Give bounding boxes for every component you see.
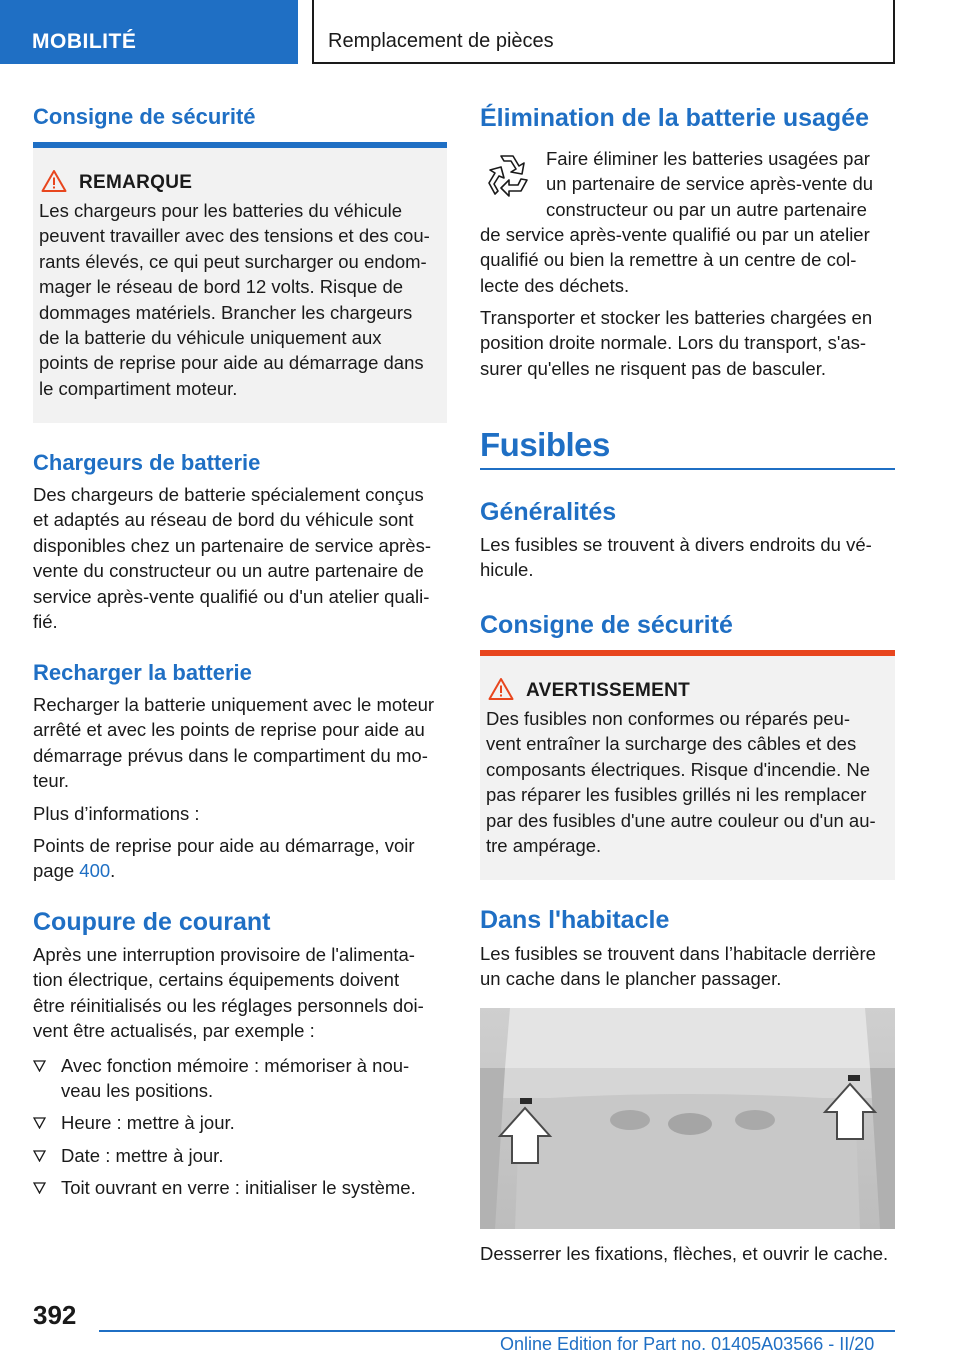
notice-line: mager le réseau de bord 12 volts. Risque de	[39, 276, 404, 298]
notice-line: dommages matériels. Brancher les chargeurs	[39, 301, 413, 323]
warning-line: pas réparer les fusibles grillés ni les remplacer	[486, 784, 867, 806]
cabin-paragraph	[480, 941, 895, 992]
text-line: vent être actualisés, par exemple :	[33, 1020, 315, 1042]
edition-footer: Online Edition for Part no. 01405A03566 - II/20	[500, 1334, 875, 1354]
text-line: Points de reprise pour aide au démarrage, voir	[33, 835, 415, 856]
notice-line: le compartiment moteur.	[39, 377, 238, 399]
triangle-bullet-icon	[33, 1117, 46, 1129]
warning-line: tre ampérage.	[486, 835, 602, 857]
text-line: hicule.	[480, 559, 534, 581]
bullet-text	[61, 1053, 446, 1104]
reference-paragraph	[33, 833, 447, 884]
footer-rule	[99, 1330, 895, 1332]
text-line: Faire éliminer les batteries usagées par	[546, 148, 870, 169]
chargers-heading: Chargeurs de batterie	[33, 450, 261, 475]
recycle-icon	[481, 150, 533, 202]
bullet-text: Heure : mettre à jour.	[61, 1112, 235, 1133]
transport-paragraph	[480, 305, 895, 381]
notice-title: REMARQUE	[79, 172, 193, 193]
text-line: fié.	[33, 611, 58, 633]
warning-box	[480, 650, 895, 880]
page-number: 392	[33, 1300, 77, 1330]
disposal-paragraph	[480, 222, 895, 298]
triangle-bullet-icon	[33, 1150, 46, 1162]
warning-line: par des fusibles d'une autre couleur ou d'un au‐	[486, 809, 876, 831]
text-line: et adaptés au réseau de bord du véhicule sont	[33, 509, 414, 531]
text-line: Transporter et stocker les batteries chargées en	[480, 307, 873, 328]
text-line: arrêté et avec les points de reprise pour aide au	[33, 719, 425, 741]
text-line: Les fusibles se trouvent dans l’habitacle derrière	[480, 943, 876, 964]
chargers-paragraph	[33, 482, 447, 634]
warning-triangle-icon	[41, 169, 67, 193]
cabin-heading: Dans l'habitacle	[480, 906, 670, 934]
text-line: constructeur ou par un autre partenaire	[546, 198, 867, 220]
power-heading: Coupure de courant	[33, 908, 271, 936]
notice-line: points de reprise pour aide au démarrage dans	[39, 352, 424, 374]
disposal-indented	[546, 146, 895, 222]
text-line: vente du constructeur ou un autre partenaire de	[33, 560, 424, 582]
notice-body	[39, 198, 441, 401]
text-line: démarrage prévus dans le compartiment du mo‐	[33, 744, 428, 766]
fuses-rule	[480, 468, 895, 470]
triangle-bullet-icon	[33, 1060, 46, 1072]
power-paragraph	[33, 942, 447, 1044]
text-line: lecte des déchets.	[480, 274, 630, 296]
general-paragraph	[480, 532, 895, 583]
safety-heading-left: Consigne de sécurité	[33, 104, 256, 129]
photo-caption: Desserrer les fixations, flèches, et ouvrir le cache.	[480, 1243, 889, 1264]
text-line: un cache dans le plancher passager.	[480, 968, 782, 990]
notice-line: Les chargeurs pour les batteries du véhicule	[39, 200, 403, 221]
text-line: Des chargeurs de batterie spécialement conçus	[33, 484, 424, 505]
text-line: teur.	[33, 770, 69, 792]
bullet-text: Toit ouvrant en verre : initialiser le système.	[61, 1177, 416, 1198]
text-line	[33, 858, 447, 883]
text-line: veau les positions.	[61, 1080, 214, 1102]
notice-line: rants élevés, ce qui peut surcharger ou endom‐	[39, 250, 427, 272]
section-tab	[0, 0, 298, 64]
fuses-heading: Fusibles	[480, 426, 610, 463]
text-line: qualifié ou bien la remettre à un centre de col‐	[480, 249, 857, 271]
text-line: Les fusibles se trouvent à divers endroits du vé‐	[480, 534, 872, 555]
notice-bar	[33, 142, 447, 148]
text-line: position droite normale. Lors du transport, s'as‐	[480, 332, 867, 354]
text-line: être réinitialisés ou les réglages personnels doi‐	[33, 994, 424, 1016]
more-info: Plus d’informations :	[33, 803, 200, 824]
fuse-cover-photo	[480, 1008, 895, 1229]
general-heading: Généralités	[480, 498, 617, 526]
bullet-text: Date : mettre à jour.	[61, 1145, 224, 1166]
text-line: tion électrique, certains équipements doivent	[33, 969, 400, 991]
ref-suffix: .	[110, 860, 116, 882]
chapter-header	[312, 0, 895, 64]
section-title: MOBILITÉ	[32, 30, 137, 53]
notice-line: peuvent travailler avec des tensions et des cou‐	[39, 225, 430, 247]
text-line: de service après-vente qualifié ou par un atelier	[480, 224, 870, 245]
chapter-title: Remplacement de pièces	[328, 30, 554, 52]
safety-heading-right: Consigne de sécurité	[480, 611, 733, 639]
warning-bar	[480, 650, 895, 656]
text-line: Après une interruption provisoire de l'alimenta‐	[33, 944, 415, 965]
text-line: Avec fonction mémoire : mémoriser à nou‐	[61, 1055, 410, 1076]
triangle-bullet-icon	[33, 1182, 46, 1194]
warning-triangle-icon	[488, 677, 514, 701]
disposal-heading: Élimination de la batterie usagée	[480, 104, 870, 132]
warning-line: vent entraîner la surcharge des câbles et des	[486, 733, 857, 755]
warning-line: composants électriques. Risque d'incendie. Ne	[486, 758, 871, 780]
text-line: Recharger la batterie uniquement avec le moteur	[33, 694, 435, 715]
text-line: service après-vente qualifié ou d'un atelier quali‐	[33, 585, 430, 607]
notice-box	[33, 142, 447, 423]
notice-line: de la batterie du véhicule uniquement aux	[39, 327, 382, 349]
text-line: surer qu'elles ne risquent pas de basculer.	[480, 357, 826, 379]
ref-prefix: page	[33, 860, 80, 882]
warning-body	[486, 706, 889, 858]
warning-line: Des fusibles non conformes ou réparés peu‐	[486, 708, 851, 729]
fuse-cover-illustration	[480, 1008, 895, 1229]
page-link[interactable]: 400	[79, 860, 111, 882]
recharge-paragraph	[33, 692, 447, 794]
warning-title: AVERTISSEMENT	[526, 680, 691, 701]
text-line: disponibles chez un partenaire de service après‐	[33, 534, 431, 556]
text-line: un partenaire de service après-vente du	[546, 173, 874, 195]
recharge-heading: Recharger la batterie	[33, 660, 252, 685]
